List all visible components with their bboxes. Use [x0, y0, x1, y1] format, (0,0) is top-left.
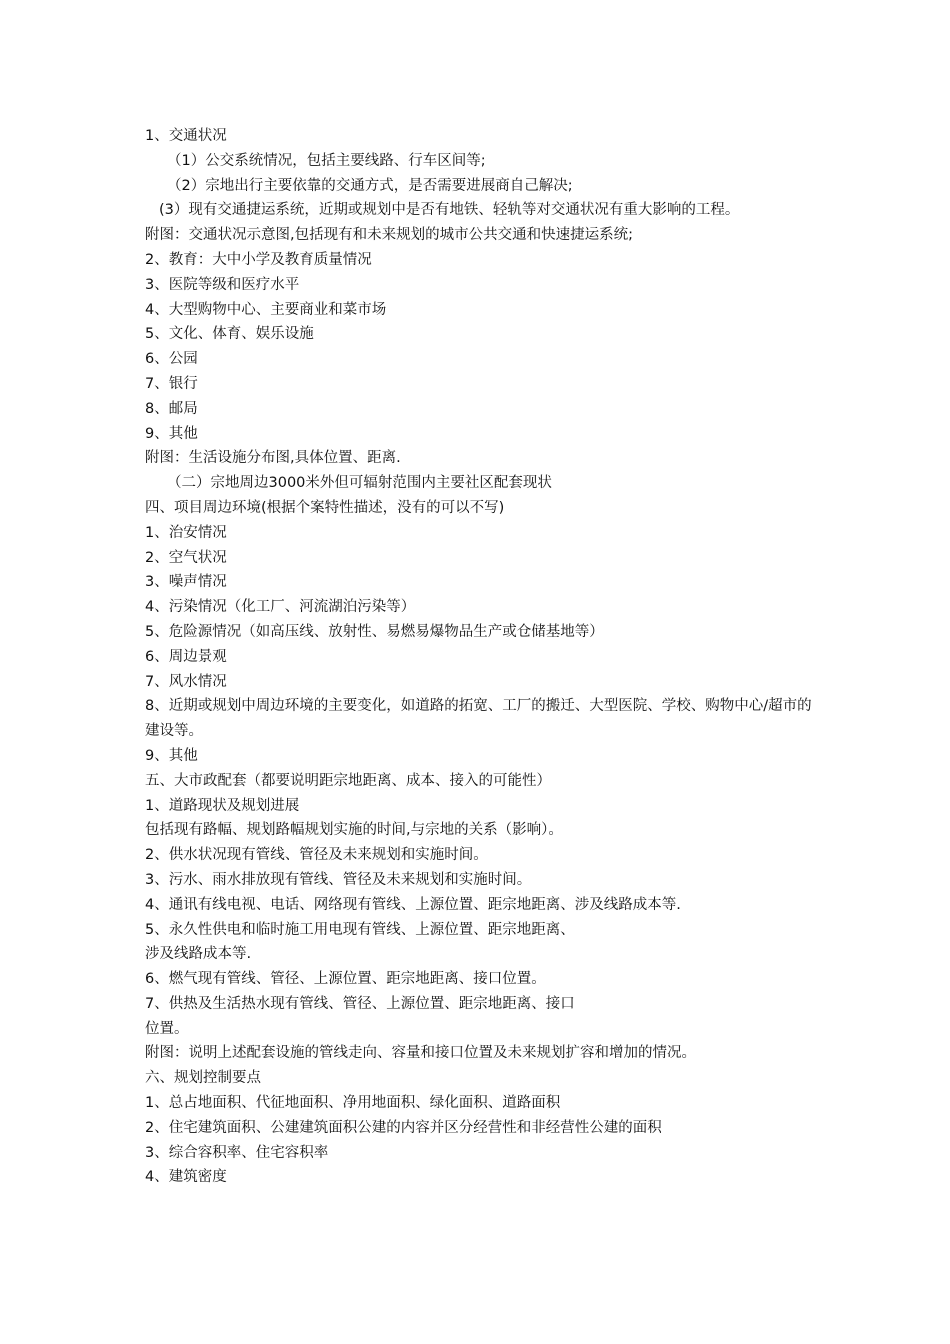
document-line: 5、永久性供电和临时施工用电现有管线、上源位置、距宗地距离、: [145, 921, 575, 938]
document-line: 1、道路现状及规划进展: [145, 797, 300, 814]
document-line: 5、文化、体育、娱乐设施: [145, 326, 314, 343]
document-line: 9、其他: [145, 747, 198, 764]
document-line: 8、近期或规划中周边环境的主要变化，如道路的拓宽、工厂的搬迁、大型医院、学校、购物中心/超市的建设等。: [145, 698, 812, 740]
document-line: （2）宗地出行主要依靠的交通方式，是否需要进展商自己解决;: [167, 177, 573, 194]
document-line: 3、噪声情况: [145, 574, 227, 591]
document-line: 3、污水、雨水排放现有管线、管径及未来规划和实施时间。: [145, 871, 532, 888]
document-line: 位置。: [145, 1020, 189, 1037]
document-line: 附图：生活设施分布图,具体位置、距离.: [145, 450, 401, 467]
document-line: 2、供水状况现有管线、管径及未来规划和实施时间。: [145, 847, 488, 864]
document-line: 涉及线路成本等.: [145, 946, 252, 963]
document-line: （1）公交系统情况，包括主要线路、行车区间等;: [167, 152, 486, 169]
document-line: 四、项目周边环境(根据个案特性描述，没有的可以不写): [145, 499, 505, 516]
document-line: 5、危险源情况（如高压线、放射性、易燃易爆物品生产或仓储基地等）: [145, 623, 604, 640]
document-line: (3）现有交通捷运系统，近期或规划中是否有地铁、轻轨等对交通状况有重大影响的工程。: [159, 202, 740, 219]
document-line: 6、周边景观: [145, 648, 227, 665]
document-line: 7、供热及生活热水现有管线、管径、上源位置、距宗地距离、接口: [145, 995, 575, 1012]
document-line: （二）宗地周边3000米外但可辐射范围内主要社区配套现状: [167, 475, 552, 492]
document-line: 4、大型购物中心、主要商业和菜市场: [145, 301, 387, 318]
document-line: 3、医院等级和医疗水平: [145, 276, 300, 293]
document-line: 6、燃气现有管线、管径、上源位置、距宗地距离、接口位置。: [145, 971, 546, 988]
document-line: 4、建筑密度: [145, 1169, 227, 1186]
document-line: 五、大市政配套（都要说明距宗地距离、成本、接入的可能性）: [145, 772, 551, 789]
document-line: 2、住宅建筑面积、公建建筑面积公建的内容并区分经营性和非经营性公建的面积: [145, 1119, 662, 1136]
document-line: 4、通讯有线电视、电话、网络现有管线、上源位置、距宗地距离、涉及线路成本等.: [145, 896, 681, 913]
document-line: 1、交通状况: [145, 128, 227, 144]
document-line: 2、教育：大中小学及教育质量情况: [145, 251, 372, 268]
document-line: 3、综合容积率、住宅容积率: [145, 1144, 329, 1161]
document-line: 附图：说明上述配套设施的管线走向、容量和接口位置及未来规划扩容和增加的情况。: [145, 1045, 696, 1062]
document-line: 包括现有路幅、规划路幅规划实施的时间,与宗地的关系（影响）。: [145, 822, 563, 839]
document-line: 8、邮局: [145, 400, 198, 417]
document-line: 7、银行: [145, 375, 198, 392]
document-line: 4、污染情况（化工厂、河流湖泊污染等）: [145, 599, 416, 616]
document-line: 1、总占地面积、代征地面积、净用地面积、绿化面积、道路面积: [145, 1095, 561, 1112]
document-line: 6、公园: [145, 351, 198, 368]
document-line: 1、治安情况: [145, 524, 227, 541]
document-body: [145, 124, 813, 1190]
document-line: 附图：交通状况示意图,包括现有和未来规划的城市公共交通和快速捷运系统;: [145, 227, 633, 244]
document-line: 7、风水情况: [145, 673, 227, 690]
document-line: 9、其他: [145, 425, 198, 442]
document-line: 2、空气状况: [145, 549, 227, 566]
document-line: 六、规划控制要点: [145, 1070, 261, 1087]
